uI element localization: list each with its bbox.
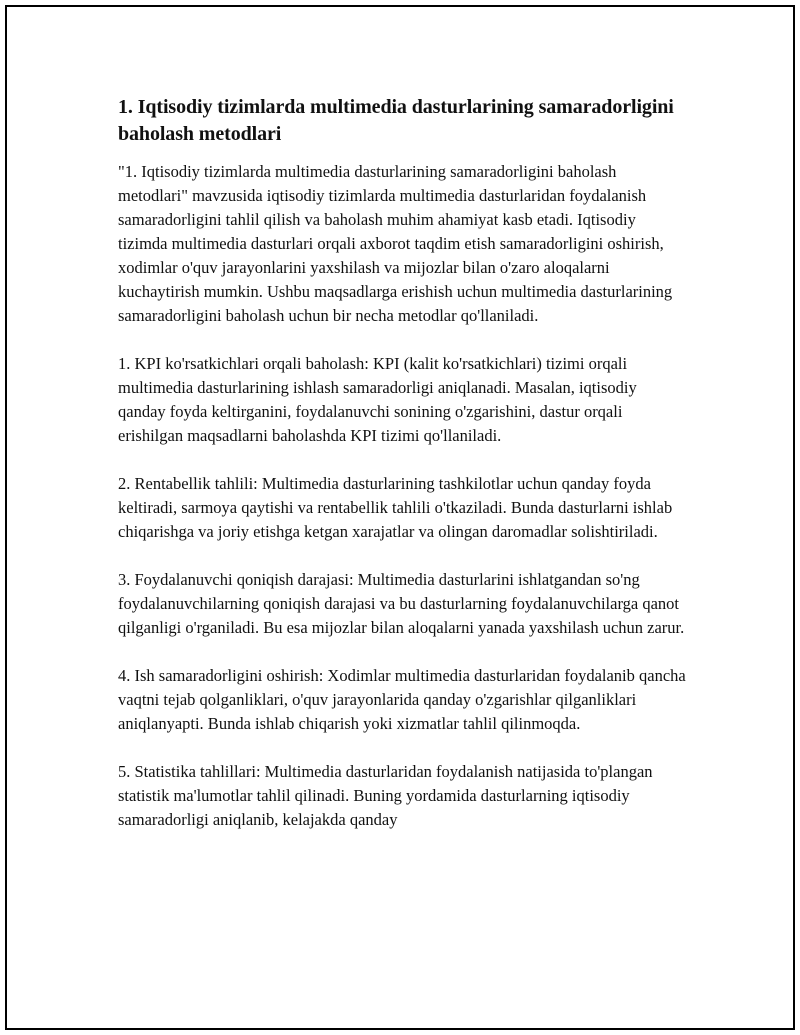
paragraph-qoniqish: 3. Foydalanuvchi qoniqish darajasi: Multimedia dasturlarini ishlatgandan so'ng foydalanuvchilarning qoniqish darajasi va bu dasturlarning foydalanuvchilarga qanot qilganligi o'rganiladi. Bu esa mijozlar bilan aloqalarni yanada yaxshilash uchun zarur. [118,570,685,637]
paragraph-intro: "1. Iqtisodiy tizimlarda multimedia dasturlarining samaradorligini baholash metodlari" mavzusida iqtisodiy tizimlarda multimedia dasturlaridan foydalanish samaradorligini tahlil qilish va baholash muhim ahamiyat kasb etadi. Iqtisodiy tizimda multimedia dasturlari orqali axborot taqdim etish samaradorligini oshirish, xodimlar o'quv jarayonlarini yaxshilash va mijozlar bilan o'zaro aloqalarni kuchaytirish mumkin. Ushbu maqsadlarga erishish uchun multimedia dasturlarining samaradorligini baholash uchun bir necha metodlar qo'llaniladi. [118,162,673,325]
paragraph-statistika: 5. Statistika tahlillari: Multimedia dasturlaridan foydalanish natijasida to'plangan statistik ma'lumotlar tahlil qilinadi. Buning yordamida dasturlarning iqtisodiy samaradorligi aniqlanib, kelajakda qanday [118,762,653,829]
paragraph-ish-samaradorligi: 4. Ish samaradorligini oshirish: Xodimlar multimedia dasturlaridan foydalanib qancha vaqtni tejab qolganliklari, o'quv jarayonlarida qanday o'zgarishlar qilganliklari aniqlanyapti. Bunda ishlab chiqarish yoki xizmatlar tahlil qilinmoqda. [118,666,686,733]
paragraph-rentabellik: 2. Rentabellik tahlili: Multimedia dasturlarining tashkilotlar uchun qanday foyda keltiradi, sarmoya qaytishi va rentabellik tahlili o'tkaziladi. Bunda dasturlarni ishlab chiqarishga va joriy etishga ketgan xarajatlar va olingan daromadlar solishtiriladi. [118,474,673,541]
paragraph-kpi: 1. KPI ko'rsatkichlari orqali baholash: KPI (kalit ko'rsatkichlari) tizimi orqali multimedia dasturlarining ishlash samaradorligi aniqlanadi. Masalan, iqtisodiy qanday foyda keltirganini, foydalanuvchi sonining o'zgarishini, dastur orqali erishilgan maqsadlarni baholashda KPI tizimi qo'llaniladi. [118,354,637,445]
document-title: 1. Iqtisodiy tizimlarda multimedia dasturlarining samaradorligini baholash metodlari [118,96,674,145]
document-body [118,94,688,856]
